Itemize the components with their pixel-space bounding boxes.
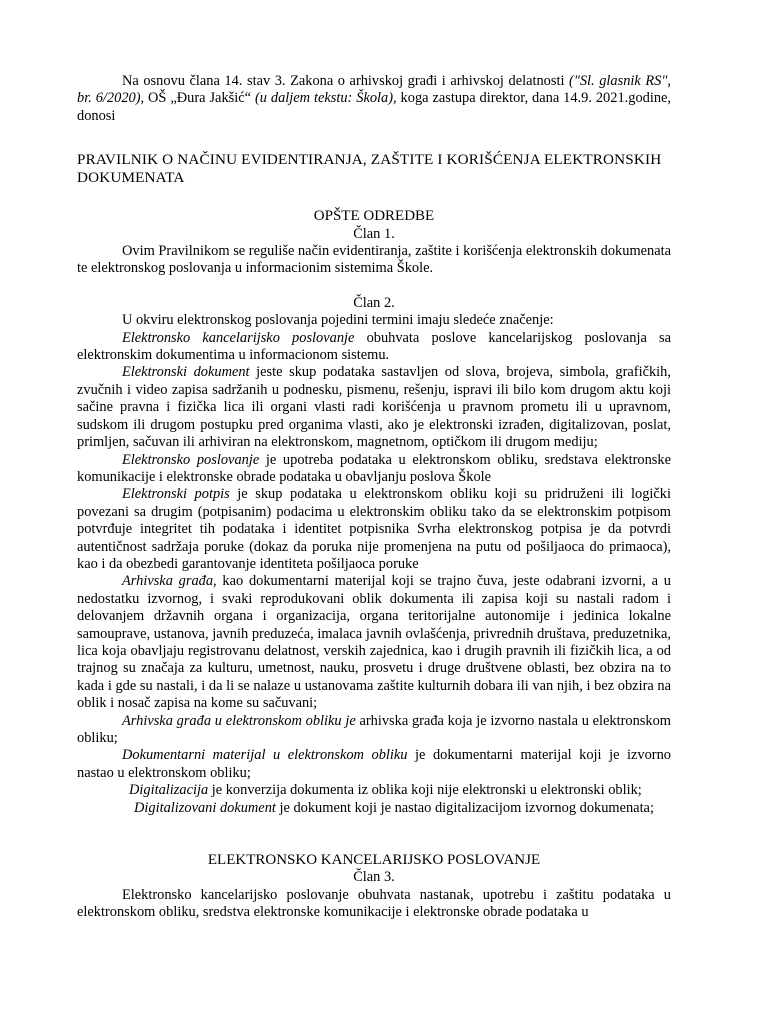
definition-item bbox=[77, 452, 671, 487]
intro-citation: ("Sl. glasnik RS", br. 6/2020), bbox=[77, 73, 671, 107]
definition-text: je skup podataka u elektronskom obliku koji su pridruženi ili logički povezani sa drugim (potpisanim) podacima u elektronskim obliku tako da se elektronskim potpisom potvrđuje integritet tih podataka i identitet potpisnika Svrha elektronskog potpisa je da potvrdi autentičnost sadržaja poruke (dokaz da poruka nije promenjena na putu od pošiljaoca do primaoca), kao i da obezbedi garantovanje identiteta pošiljaoca poruke bbox=[77, 486, 671, 572]
definition-text: je upotreba podataka u elektronskom obliku, sredstava elektronske komunikacije i elektronske obrade podataka u obavljanju poslova Škole bbox=[77, 451, 671, 485]
definition-term: Dokumentarni materijal u elektronskom obliku bbox=[122, 747, 408, 764]
definition-text: je dokument koji je nastao digitalizacijom izvornog dokumenata; bbox=[275, 799, 654, 816]
definition-text: je konverzija dokumenta iz oblika koji nije elektronski u elektronski oblik; bbox=[208, 782, 642, 799]
definition-text: arhivska građa koja je izvorno nastala u elektronskom obliku; bbox=[77, 712, 671, 746]
article-1-text: Ovim Pravilnikom se reguliše način evidentiranja, zaštite i korišćenja elektronskih dokumenata te elektronskog poslovanja u informacionim sistemima Škole. bbox=[77, 243, 671, 277]
article-1-label: Član 1. bbox=[353, 225, 395, 242]
definition-text: kao dokumentarni materijal koji se trajno čuva, jeste odabrani izvorni, a u nedostatku izvornog, i svaki reprodukovani oblik dokumenta ili zapisa koji su nastali radom i delovanjem državnih organa i organizacija, organa teritorijalne autonomije i jedinica lokalne samouprave, ustanova, javnih preduzeća, imalaca javnih ovlašćenja, privrednih društava, preduzetnika, lica koja obavljaju registrovanu delatnost, verskih zajednica, kao i drugih pravnih ili fizičkih lica, a od trajnog su značaja za kulturu, umetnost, nauku, prosvetu i druge društvene oblasti, bez obzira na to kada i gde su nastali, i da li se nalaze u ustanovama zaštite kulturnih dobara ili van njih, i bez obzira na oblik i nosač zapisa na kome su sačuvani; bbox=[77, 573, 671, 712]
definition-item bbox=[77, 486, 671, 573]
article-2-label: Član 2. bbox=[353, 294, 395, 311]
definition-item bbox=[77, 573, 671, 712]
intro-paragraph bbox=[77, 73, 671, 125]
definition-term: Digitalizovani dokument bbox=[134, 799, 276, 816]
definition-term: Arhivska građa u elektronskom obliku je bbox=[122, 712, 356, 729]
school-name: OŠ „Đura Jakšić“ bbox=[144, 90, 255, 107]
section-heading-office: ELEKTRONSKO KANCELARIJSKO POSLOVANJE bbox=[207, 852, 541, 869]
definition-item bbox=[77, 330, 671, 365]
definition-text: jeste skup podataka sastavljen od slova, brojeva, simbola, grafičkih, zvučnih i video zapisa sadržanih u podnesku, pismenu, rešenju, ispravi ili bilo kom drugom aktu koji sačine pravna i fizička lica ili organi vlasti radi korišćenja u pravnom prometu ili u upravnom, sudskom ili drugom postupku pred organima vlasti, ako je elektronski izrađen, digitalizovan, poslat, primljen, sačuvan ili arhiviran na elektronskom, magnetnom, optičkom ili drugom mediju; bbox=[77, 364, 671, 451]
definition-term: Arhivska građa, bbox=[122, 573, 217, 590]
article-3-text: Elektronsko kancelarijsko poslovanje obuhvata nastanak, upotrebu i zaštitu podataka u elektronskom obliku, sredstva elektronske komunikacije i elektronske obrade podataka u bbox=[77, 886, 671, 921]
definition-text: je dokumentarni materijal koji je izvorno nastao u elektronskom obliku; bbox=[77, 747, 671, 781]
definition-term: Elektronsko poslovanje bbox=[122, 451, 260, 468]
school-abbrev: (u daljem tekstu: Škola), bbox=[254, 90, 397, 107]
definition-term: Elektronsko kancelarijsko poslovanje bbox=[122, 329, 355, 346]
section-heading-general: OPŠTE ODREDBE bbox=[313, 208, 435, 225]
definition-item bbox=[77, 800, 671, 817]
intro-date-text: koga zastupa direktor, dana 14.9. 2021.godine, donosi bbox=[77, 90, 672, 124]
definition-item bbox=[77, 747, 671, 782]
definition-term: Elektronski dokument bbox=[122, 364, 250, 381]
definition-term: Elektronski potpis bbox=[122, 486, 230, 503]
document-title: PRAVILNIK O NAČINU EVIDENTIRANJA, ZAŠTITE I KORIŠĆENJA ELEKTRONSKIH DOKUMENATA bbox=[77, 151, 662, 187]
intro-text: Na osnovu člana 14. stav 3. Zakona o arhivskoj građi i arhivskoj delatnosti bbox=[122, 73, 570, 89]
definition-text: obuhvata poslove kancelarijskog poslovanja sa elektronskim dokumentima u informacionom sistemu. bbox=[77, 329, 671, 364]
article-2-intro: U okviru elektronskog poslovanja pojedini termini imaju sledeće značenje: bbox=[122, 312, 554, 329]
document-body bbox=[77, 73, 671, 922]
definition-item bbox=[77, 782, 671, 799]
article-3-label: Član 3. bbox=[353, 869, 395, 886]
definition-item bbox=[77, 364, 671, 451]
definition-item bbox=[77, 713, 671, 748]
definition-term: Digitalizacija bbox=[129, 782, 209, 799]
